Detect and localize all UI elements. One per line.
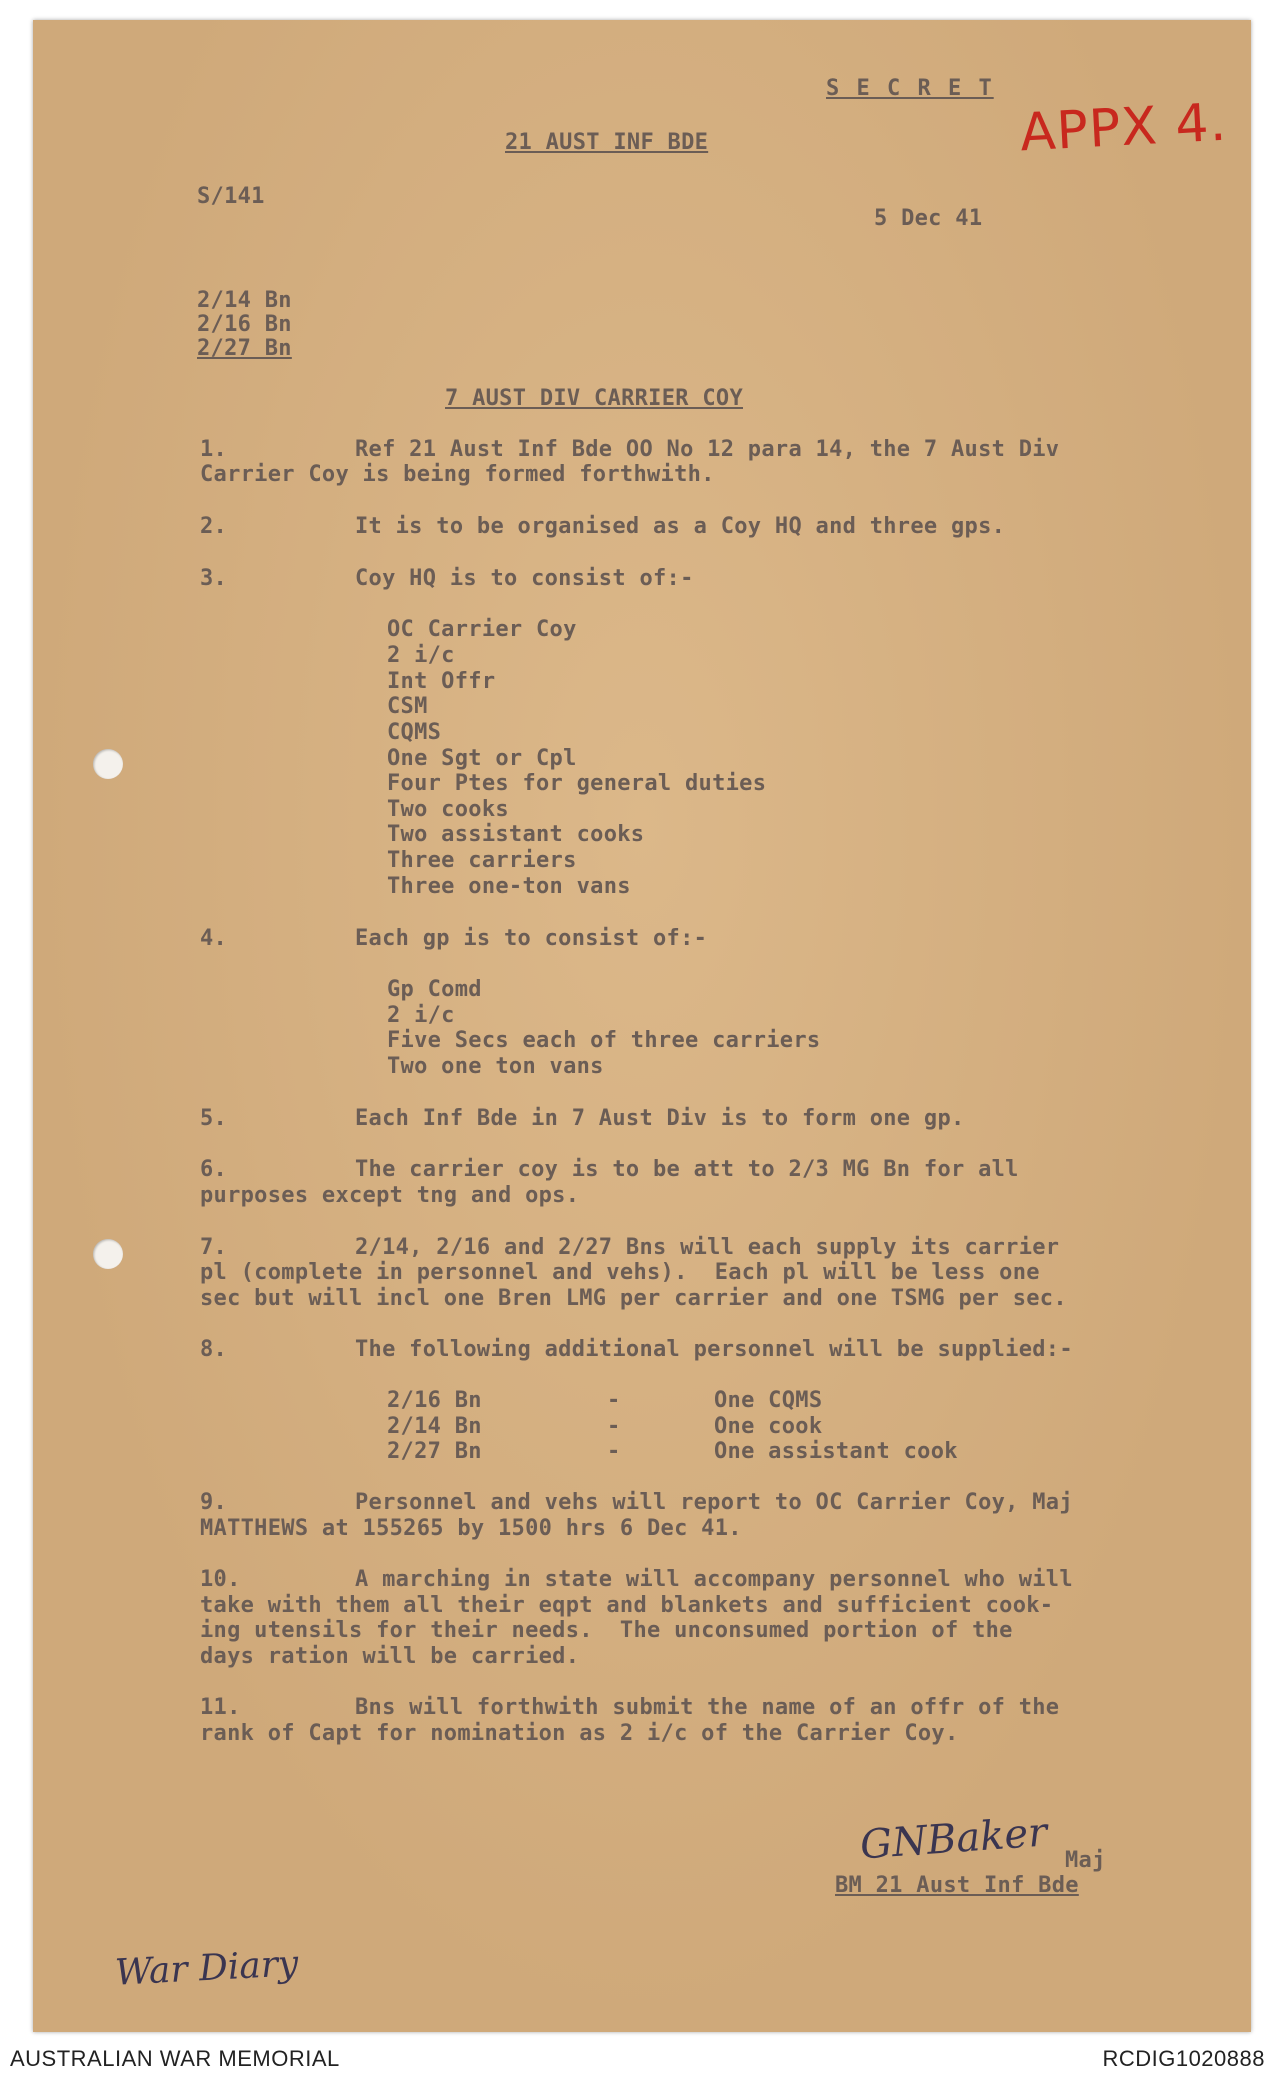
addressee-1: 2/14 Bn <box>197 288 292 313</box>
para-4-item: Gp Comd <box>387 977 482 1002</box>
para-8-unit: 2/27 Bn <box>387 1439 482 1464</box>
para-4-line-1: Each gp is to consist of:- <box>355 926 708 951</box>
para-8-dash: - <box>607 1439 621 1464</box>
footer-source: AUSTRALIAN WAR MEMORIAL <box>10 2046 340 2071</box>
para-8-dash: - <box>607 1414 621 1439</box>
footer-id: RCDIG1020888 <box>1102 2046 1265 2071</box>
para-7-line-1: 2/14, 2/16 and 2/27 Bns will each supply its carrier <box>355 1235 1060 1260</box>
para-9-number: 9. <box>200 1490 228 1515</box>
para-8-unit: 2/16 Bn <box>387 1388 482 1413</box>
para-3-item: Two assistant cooks <box>387 822 645 847</box>
para-9-line-2: MATTHEWS at 155265 by 1500 hrs 6 Dec 41. <box>200 1516 742 1541</box>
para-1-number: 1. <box>200 437 228 462</box>
para-8-item: One cook <box>714 1414 823 1439</box>
para-3-item: OC Carrier Coy <box>387 617 577 642</box>
para-3-item: Three one-ton vans <box>387 874 631 899</box>
para-8-item: One assistant cook <box>714 1439 958 1464</box>
para-8-dash: - <box>607 1388 621 1413</box>
para-11-line-1: Bns will forthwith submit the name of an offr of the <box>355 1695 1060 1720</box>
signature-rank: Maj <box>1065 1848 1106 1873</box>
para-3-item: Four Ptes for general duties <box>387 771 767 796</box>
para-8-line-1: The following additional personnel will be supplied:- <box>355 1337 1073 1362</box>
para-8-unit: 2/14 Bn <box>387 1414 482 1439</box>
para-5-line-1: Each Inf Bde in 7 Aust Div is to form one gp. <box>355 1106 965 1131</box>
para-9-line-1: Personnel and vehs will report to OC Carrier Coy, Maj <box>355 1490 1073 1515</box>
unit-heading: 21 AUST INF BDE <box>505 130 709 155</box>
para-7-number: 7. <box>200 1235 228 1260</box>
para-3-item: 2 i/c <box>387 643 455 668</box>
para-3-item: One Sgt or Cpl <box>387 746 577 771</box>
reference-number: S/141 <box>197 184 265 209</box>
para-1-line-1: Ref 21 Aust Inf Bde OO No 12 para 14, the 7 Aust Div <box>355 437 1060 462</box>
para-10-line-1: A marching in state will accompany personnel who will <box>355 1567 1073 1592</box>
para-10-line-4: days ration will be carried. <box>200 1644 580 1669</box>
para-7-line-2: pl (complete in personnel and vehs). Each pl will be less one <box>200 1260 1040 1285</box>
para-3-number: 3. <box>200 566 228 591</box>
para-2-line-1: It is to be organised as a Coy HQ and three gps. <box>355 514 1006 539</box>
signature-appointment: BM 21 Aust Inf Bde <box>835 1873 1079 1898</box>
para-11-number: 11. <box>200 1695 241 1720</box>
para-3-item: Three carriers <box>387 848 577 873</box>
para-10-line-2: take with them all their eqpt and blankets and sufficient cook- <box>200 1593 1054 1618</box>
punch-hole-lower <box>93 1239 123 1269</box>
war-diary-annotation: War Diary <box>114 1943 300 1994</box>
para-3-line-1: Coy HQ is to consist of:- <box>355 566 694 591</box>
para-4-item: 2 i/c <box>387 1003 455 1028</box>
para-5-number: 5. <box>200 1106 228 1131</box>
para-10-number: 10. <box>200 1567 241 1592</box>
para-3-item: CQMS <box>387 720 442 745</box>
para-4-item: Two one ton vans <box>387 1054 604 1079</box>
para-6-line-2: purposes except tng and ops. <box>200 1183 580 1208</box>
appendix-mark: APPX 4. <box>1018 92 1229 164</box>
para-10-line-3: ing utensils for their needs. The unconsumed portion of the <box>200 1618 1013 1643</box>
para-1-line-2: Carrier Coy is being formed forthwith. <box>200 462 715 487</box>
punch-hole-upper <box>93 749 123 779</box>
para-7-line-3: sec but will incl one Bren LMG per carrier and one TSMG per sec. <box>200 1286 1067 1311</box>
para-4-number: 4. <box>200 926 228 951</box>
para-8-number: 8. <box>200 1337 228 1362</box>
para-3-item: Int Offr <box>387 669 496 694</box>
para-6-number: 6. <box>200 1157 228 1182</box>
para-4-item: Five Secs each of three carriers <box>387 1028 821 1053</box>
para-6-line-1: The carrier coy is to be att to 2/3 MG Bn for all <box>355 1157 1019 1182</box>
handwritten-signature: GNBaker <box>858 1809 1049 1869</box>
para-3-item: CSM <box>387 694 428 719</box>
para-2-number: 2. <box>200 514 228 539</box>
addressee-2: 2/16 Bn <box>197 312 292 337</box>
para-3-item: Two cooks <box>387 797 509 822</box>
subject-heading: 7 AUST DIV CARRIER COY <box>445 386 743 411</box>
para-8-item: One CQMS <box>714 1388 823 1413</box>
letter-date: 5 Dec 41 <box>874 206 983 231</box>
para-11-line-2: rank of Capt for nomination as 2 i/c of the Carrier Coy. <box>200 1721 959 1746</box>
addressee-3: 2/27 Bn <box>197 336 292 361</box>
classification-mark: S E C R E T <box>826 76 994 101</box>
